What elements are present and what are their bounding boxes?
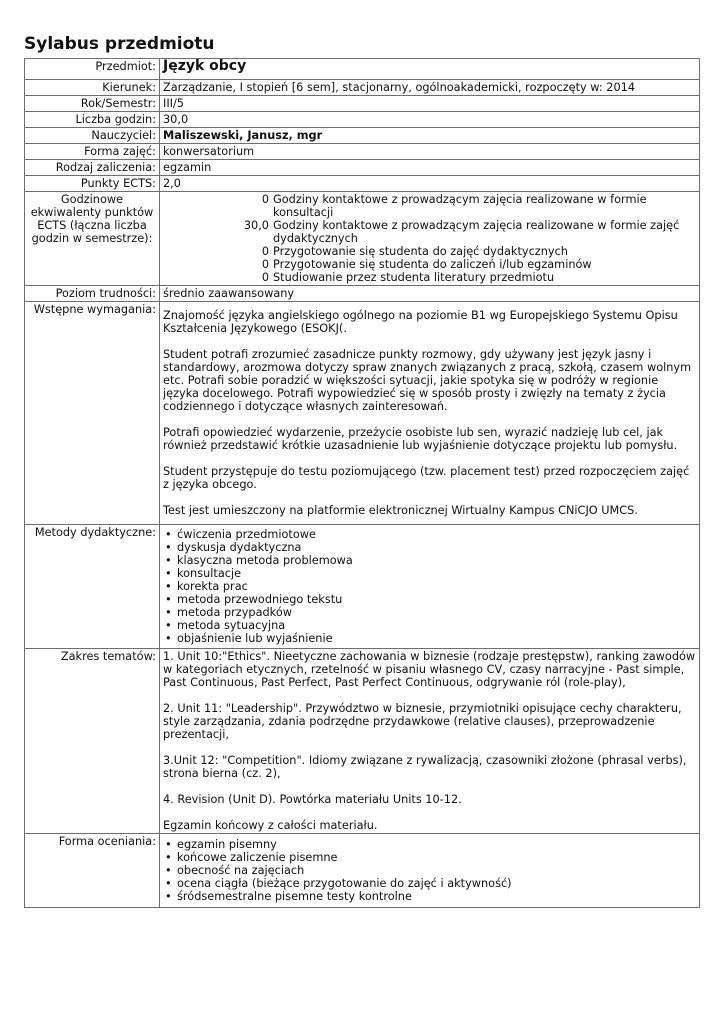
label-metody: Metody dydaktyczne: bbox=[25, 525, 160, 649]
label-rok: Rok/Semestr: bbox=[25, 96, 160, 112]
ects-item bbox=[163, 219, 696, 245]
value-nauczyciel: Maliszewski, Janusz, mgr bbox=[160, 128, 700, 144]
row-przedmiot bbox=[25, 59, 700, 80]
requirements-paragraph: Test jest umieszczony na platformie elektronicznej Wirtualny Kampus CNiCJO UMCS. bbox=[163, 504, 638, 517]
list-item: • metoda przewodniego tekstu bbox=[163, 593, 696, 606]
requirements-paragraph: Znajomość języka angielskiego ogólnego na poziomie B1 wg Europejskiego Systemu Opisu Kształcenia Językowego (ESOKJ(. bbox=[163, 309, 678, 335]
ects-hours: 0 bbox=[261, 271, 269, 284]
row-metody bbox=[25, 525, 700, 649]
row-poziom bbox=[25, 286, 700, 302]
label-poziom: Poziom trudności: bbox=[25, 286, 160, 302]
row-zakres bbox=[25, 649, 700, 834]
list-item: • końcowe zaliczenie pisemne bbox=[163, 851, 696, 864]
list-item: • konsultacje bbox=[163, 567, 696, 580]
ects-desc: Studiowanie przez studenta literatury przedmiotu bbox=[273, 271, 555, 284]
requirements-paragraph: Student potrafi zrozumieć zasadnicze punkty rozmowy, gdy używany jest język jasny i standardowy, arozmowa dotyczy spraw znanych związanych z pracą, szkołą, czasem wolnym etc. Potrafi sobie poradzić w większości sytuacji, jakie spotyka się w podróży w regionie języka docelowego. Potrafi wypowiedzieć się w sposób prosty i zwięzły na tematy z życia codziennego i dotyczące własnych zainteresowań. bbox=[163, 348, 692, 413]
topic-paragraph: 2. Unit 11: "Leadership". Przywództwo w biznesie, przymiotniki opisujące cechy charakteru, style zarządzania, zdania podrzędne przydawkowe (relative clauses), przeprowadzenie prezentacji, bbox=[163, 702, 682, 741]
row-godziny bbox=[25, 112, 700, 128]
topic-paragraph: 4. Revision (Unit D). Powtórka materiału Units 10-12. bbox=[163, 793, 462, 806]
syllabus-table bbox=[24, 58, 700, 908]
ects-hours: 30,0 bbox=[243, 219, 269, 232]
list-item: • metoda sytuacyjna bbox=[163, 619, 696, 632]
value-poziom: średnio zaawansowany bbox=[160, 286, 700, 302]
ects-item bbox=[163, 271, 696, 284]
value-rok: III/5 bbox=[160, 96, 700, 112]
label-ects: Punkty ECTS: bbox=[25, 176, 160, 192]
label-przedmiot: Przedmiot: bbox=[25, 59, 160, 80]
value-metody bbox=[160, 525, 700, 649]
methods-list bbox=[163, 528, 696, 645]
label-godziny: Liczba godzin: bbox=[25, 112, 160, 128]
list-item: • ocena ciągła (bieżące przygotowanie do zajęć i aktywność) bbox=[163, 877, 696, 890]
row-forma bbox=[25, 144, 700, 160]
ects-item bbox=[163, 258, 696, 271]
value-ocenianie bbox=[160, 834, 700, 908]
label-zakres: Zakres tematów: bbox=[25, 649, 160, 834]
value-ects: 2,0 bbox=[160, 176, 700, 192]
label-wymagania: Wstępne wymagania: bbox=[25, 302, 160, 525]
topic-paragraph: Egzamin końcowy z całości materiału. bbox=[163, 819, 378, 832]
list-item: • klasyczna metoda problemowa bbox=[163, 554, 696, 567]
value-godziny: 30,0 bbox=[160, 112, 700, 128]
list-item: • dyskusja dydaktyczna bbox=[163, 541, 696, 554]
row-rodzaj bbox=[25, 160, 700, 176]
list-item: • objaśnienie lub wyjaśnienie bbox=[163, 632, 696, 645]
ects-desc: Przygotowanie się studenta do zajęć dydaktycznych bbox=[273, 245, 568, 258]
ects-hours: 0 bbox=[261, 193, 269, 206]
ects-desc: Godziny kontaktowe z prowadzącym zajęcia realizowane w formie konsultacji bbox=[273, 193, 647, 219]
value-forma: konwersatorium bbox=[160, 144, 700, 160]
ects-item bbox=[163, 245, 696, 258]
requirements-paragraph: Potrafi opowiedzieć wydarzenie, przeżycie osobiste lub sen, wyrazić nadzieję lub cel, jak również przedstawić krótkie uzasadnienie lub wyjaśnienie dotyczące projektu lub pomysłu. bbox=[163, 426, 678, 452]
row-rok bbox=[25, 96, 700, 112]
value-zakres bbox=[160, 649, 700, 834]
label-forma: Forma zajęć: bbox=[25, 144, 160, 160]
row-ocenianie bbox=[25, 834, 700, 908]
value-ekwiwalent bbox=[160, 192, 700, 286]
list-item: • egzamin pisemny bbox=[163, 838, 696, 851]
topic-paragraph: 3.Unit 12: "Competition". Idiomy związane z rywalizacją, czasowniki złożone (phrasal verbs), strona bierna (cz. 2), bbox=[163, 754, 687, 780]
label-nauczyciel: Nauczyciel: bbox=[25, 128, 160, 144]
topic-paragraph: 1. Unit 10:"Ethics". Nieetyczne zachowania w biznesie (rodzaje prestępstw), ranking zawodów w kategoriach etycznych, rzetelność w pisaniu własnego CV, czasy narracyjne - Past simple, Past Continuous, Past Perfect, Past Perfect Continuous, odgrywanie ról (role-play), bbox=[163, 650, 696, 689]
row-wymagania bbox=[25, 302, 700, 525]
list-item: • ćwiczenia przedmiotowe bbox=[163, 528, 696, 541]
ects-desc: Przygotowanie się studenta do zaliczeń i/lub egzaminów bbox=[273, 258, 592, 271]
ects-hours: 0 bbox=[261, 245, 269, 258]
label-kierunek: Kierunek: bbox=[25, 80, 160, 96]
page-title: Sylabus przedmiotu bbox=[24, 34, 215, 54]
label-ekwiwalent: Godzinowe ekwiwalenty punktów ECTS (łączna liczba godzin w semestrze): bbox=[25, 192, 160, 286]
ects-desc: Godziny kontaktowe z prowadzącym zajęcia realizowane w formie zajęć dydaktycznych bbox=[273, 219, 680, 245]
list-item: • metoda przypadków bbox=[163, 606, 696, 619]
ects-item bbox=[163, 193, 696, 219]
requirements-paragraph: Student przystępuje do testu poziomującego (tzw. placement test) przed rozpoczęciem zajęć z języka obcego. bbox=[163, 465, 690, 491]
value-wymagania bbox=[160, 302, 700, 525]
row-kierunek bbox=[25, 80, 700, 96]
label-rodzaj: Rodzaj zaliczenia: bbox=[25, 160, 160, 176]
list-item: • śródsemestralne pisemne testy kontrolne bbox=[163, 890, 696, 903]
row-nauczyciel bbox=[25, 128, 700, 144]
row-ekwiwalent bbox=[25, 192, 700, 286]
list-item: • obecność na zajęciach bbox=[163, 864, 696, 877]
list-item: • korekta prac bbox=[163, 580, 696, 593]
assessment-list bbox=[163, 838, 696, 903]
ects-hours: 0 bbox=[261, 258, 269, 271]
label-ocenianie: Forma oceniania: bbox=[25, 834, 160, 908]
row-ects bbox=[25, 176, 700, 192]
value-kierunek: Zarządzanie, I stopień [6 sem], stacjonarny, ogólnoakademicki, rozpoczęty w: 2014 bbox=[160, 80, 700, 96]
value-rodzaj: egzamin bbox=[160, 160, 700, 176]
value-przedmiot: Język obcy bbox=[160, 59, 700, 80]
